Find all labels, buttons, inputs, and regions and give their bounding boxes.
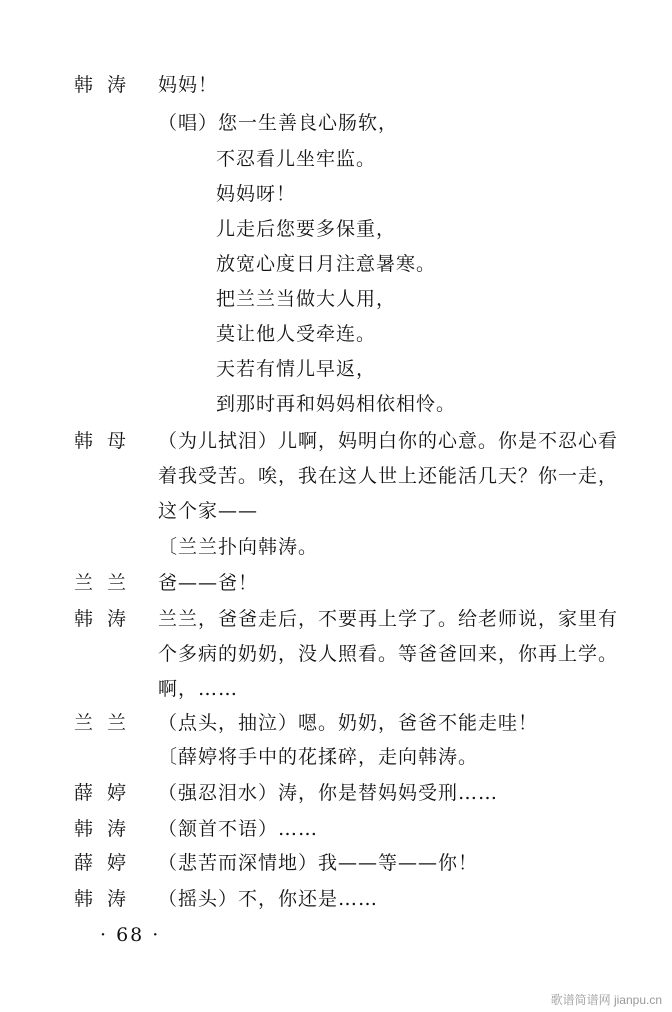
stage-direction-text: 〔薛婷将手中的花揉碎，走向韩涛。 — [158, 746, 479, 768]
dialogue-text: 妈妈！ — [158, 74, 219, 96]
dialogue-text: （摇头）不，你还是…… — [158, 888, 379, 910]
dialogue-text: （悲苦而深情地）我——等——你！ — [158, 852, 479, 874]
speaker-name: 韩母 — [74, 430, 141, 452]
speaker-name: 薛婷 — [74, 852, 141, 874]
lyric-text: 儿走后您要多保重， — [216, 218, 397, 240]
dialogue-text: 爸——爸！ — [158, 572, 259, 594]
speaker-name: 薛婷 — [74, 782, 141, 804]
speaker-name: 兰兰 — [74, 712, 141, 734]
speaker-name: 韩涛 — [74, 608, 141, 630]
lyric-text: 天若有情儿早返， — [216, 358, 377, 380]
dialogue-text: （为儿拭泪）儿啊，妈明白你的心意。你是不忍心看着我受苦。唉，我在这人世上还能活几天？你一走，这个家—— — [158, 430, 619, 522]
dialogue-text: 兰兰，爸爸走后，不要再上学了。给老师说，家里有个多病的奶奶，没人照看。等爸爸回来，你再上学。啊，…… — [158, 608, 619, 700]
lyric-text: 不忍看儿坐牢监。 — [216, 148, 377, 170]
lyric-text: 到那时再和妈妈相依相怜。 — [216, 393, 457, 415]
speaker-name: 韩涛 — [74, 818, 141, 840]
watermark: 歌谱简谱网 jianpu.cn — [550, 993, 662, 1007]
speaker-name: 韩涛 — [74, 74, 141, 96]
speaker-name: 兰兰 — [74, 572, 141, 594]
lyric-text: 莫让他人受牵连。 — [216, 323, 377, 345]
page-number: · 68 · — [100, 924, 161, 946]
dialogue-text: （强忍泪水）涛，你是替妈妈受刑…… — [158, 782, 499, 804]
dialogue-text: （颔首不语）…… — [158, 818, 319, 840]
lyric-text: 妈妈呀！ — [216, 183, 297, 205]
lyric-text: 放宽心度日月注意暑寒。 — [216, 253, 437, 275]
lyric-text: 把兰兰当做大人用， — [216, 288, 397, 310]
stage-direction-text: 〔兰兰扑向韩涛。 — [158, 536, 319, 558]
speaker-name: 韩涛 — [74, 888, 141, 910]
lyric-text: （唱）您一生善良心肠软， — [158, 112, 399, 134]
dialogue-text: （点头，抽泣）嗯。奶奶，爸爸不能走哇！ — [158, 712, 539, 734]
